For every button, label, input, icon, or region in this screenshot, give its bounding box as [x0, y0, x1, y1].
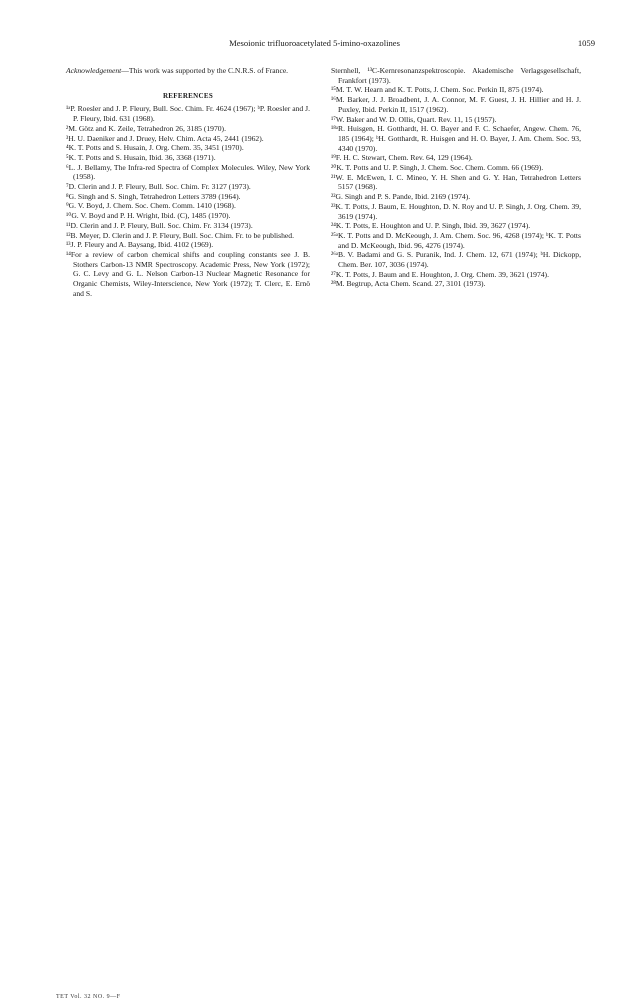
- reference-item: ⁵K. T. Potts and S. Husain, Ibid. 36, 3368 (1971).: [66, 152, 216, 162]
- reference-item: ¹ᵃP. Roesler and J. P. Fleury, Bull. Soc. Chim. Fr. 4624 (1967); ᵇP. Roesler and J. P. Fleury, Ibid. 631 (1968).: [66, 104, 310, 124]
- reference-item: ¹⁸ᵃR. Huisgen, H. Gotthardt, H. O. Bayer and F. C. Schaefer, Angew. Chem. 76, 185 (1964); ᵇH. Gotthardt, R. Huisgen and H. O. Bayer, J. Am. Chem. Soc. 93, 4340 (1970).: [331, 124, 581, 153]
- reference-item: ¹⁴For a review of carbon chemical shifts and coupling constants see J. B. Stothers Carbon-13 NMR Spectroscopy. Academic Press, New York (1972); G. C. Levy and G. L. Nelson Carbon-13 Nuclear Magnetic Resonance for Organic Chemists, Wiley-Interscience, New York (1972); T. Clerc, E. Ernö and S.: [66, 249, 310, 298]
- reference-item: ²³K. T. Potts, J. Baum, E. Houghton, D. N. Roy and U. P. Singh, J. Org. Chem. 39, 3619 (1974).: [331, 201, 581, 221]
- reference-item: ¹¹D. Clerin and J. P. Fleury, Bull. Soc. Chim. Fr. 3134 (1973).: [66, 220, 253, 230]
- right-column: [331, 66, 581, 289]
- reference-item: ²⁷K. T. Potts, J. Baum and E. Houghton, J. Org. Chem. 39, 3621 (1974).: [331, 269, 549, 279]
- reference-item: ¹⁷W. Baker and W. D. Ollis, Quart. Rev. 11, 15 (1957).: [331, 114, 497, 124]
- reference-continuation: Sternhell, ¹³C-Kernresonanzspektroscopie. Akademische Verlagsgesellschaft, Frankfort (1973).: [331, 66, 581, 85]
- reference-item: ²⁴K. T. Potts, E. Houghton and U. P. Singh, Ibid. 39, 3627 (1974).: [331, 221, 531, 231]
- reference-item: ¹²B. Meyer, D. Clerin and J. P. Fleury, Bull. Soc. Chim. Fr. to be published.: [66, 230, 294, 240]
- reference-item: ²¹W. E. McEwen, I. C. Mineo, Y. H. Shen and G. Y. Han, Tetrahedron Letters 5157 (1968).: [331, 172, 581, 192]
- reference-item: ⁹G. V. Boyd, J. Chem. Soc. Chem. Comm. 1410 (1968).: [66, 201, 236, 211]
- reference-item: ⁸G. Singh and S. Singh, Tetrahedron Letters 3789 (1964).: [66, 191, 241, 201]
- reference-item: ¹⁰G. V. Boyd and P. H. Wright, Ibid. (C), 1485 (1970).: [66, 211, 231, 221]
- reference-item: ²²G. Singh and P. S. Pande, Ibid. 2169 (1974).: [331, 192, 471, 202]
- acknowledgement: [66, 66, 310, 76]
- references-heading: REFERENCES: [162, 91, 214, 100]
- running-title: Mesoionic trifluoroacetylated 5-imino-oxazolines: [229, 38, 400, 48]
- page-footer: TET Vol. 32 NO. 9—F: [56, 994, 121, 1000]
- reference-item: ³H. U. Daeniker and J. Druey, Helv. Chim. Acta 45, 2441 (1962).: [66, 133, 264, 143]
- reference-item: ²⁸M. Begtrup, Acta Chem. Scand. 27, 3101 (1973).: [331, 279, 486, 289]
- acknowledgement-label: Acknowledgement: [66, 66, 122, 75]
- acknowledgement-text: —This work was supported by the C.N.R.S. of France.: [121, 66, 289, 75]
- reference-item: ⁷D. Clerin and J. P. Fleury, Bull. Soc. Chim. Fr. 3127 (1973).: [66, 182, 251, 192]
- reference-item: ²⁵ᵃK. T. Potts and D. McKeough, J. Am. Chem. Soc. 96, 4268 (1974); ᵇK. T. Potts and D. McKeough, Ibid. 96, 4276 (1974).: [331, 230, 581, 250]
- reference-item: ²M. Götz and K. Zeile, Tetrahedron 26, 3185 (1970).: [66, 123, 226, 133]
- left-column: [66, 66, 310, 298]
- reference-item: ¹³J. P. Fleury and A. Baysang, Ibid. 4102 (1969).: [66, 240, 214, 250]
- reference-item: ⁴K. T. Potts and S. Husain, J. Org. Chem. 35, 3451 (1970).: [66, 143, 244, 153]
- reference-item: ¹⁹F. H. C. Stewart, Chem. Rev. 64, 129 (1964).: [331, 153, 473, 163]
- reference-item: ¹⁶M. Barker, J. J. Broadbent, J. A. Connor, M. F. Guest, J. H. Hillier and H. J. Puxley, Ibid. Perkin II, 1517 (1962).: [331, 95, 581, 114]
- page-header: [0, 38, 629, 52]
- reference-item: ²⁶ᵃB. V. Badami and G. S. Puranik, Ind. J. Chem. 12, 671 (1974); ᵇH. Dickopp, Chem. Ber. 107, 3036 (1974).: [331, 250, 581, 270]
- reference-item: ²⁰K. T. Potts and U. P. Singh, J. Chem. Soc. Chem. Comm. 66 (1969).: [331, 163, 544, 173]
- page-number: 1059: [577, 38, 595, 48]
- reference-item: ⁶L. J. Bellamy, The Infra-red Spectra of Complex Molecules. Wiley, New York (1958).: [66, 162, 310, 182]
- reference-item: ¹⁵M. T. W. Hearn and K. T. Potts, J. Chem. Soc. Perkin II, 875 (1974).: [331, 85, 544, 95]
- reference-list-left: [66, 104, 310, 298]
